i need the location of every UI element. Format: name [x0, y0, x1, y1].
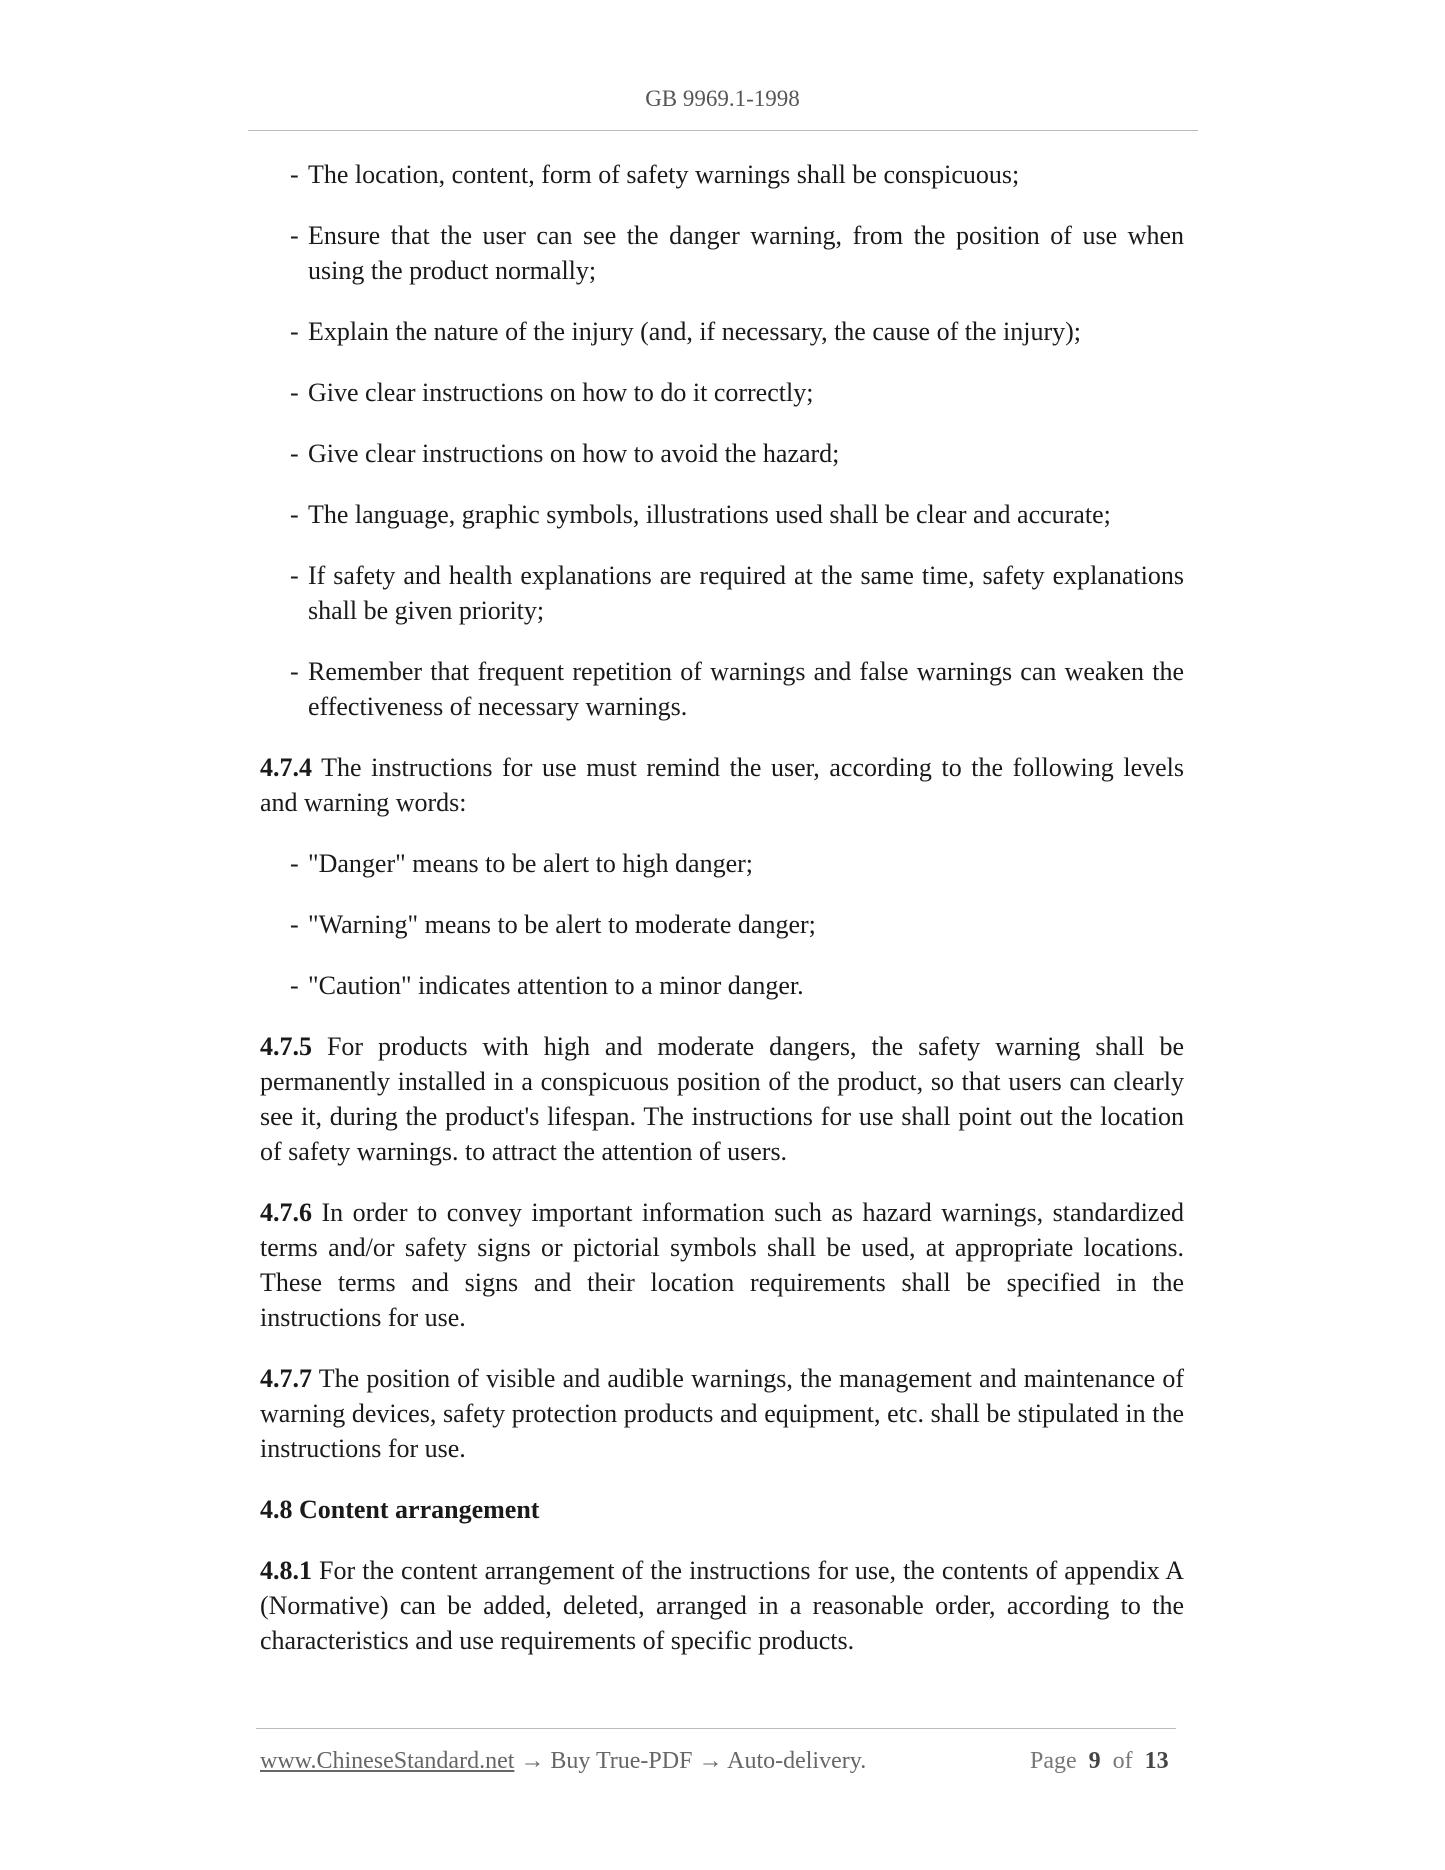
list-item: - Give clear instructions on how to avoid the hazard;: [290, 439, 840, 468]
list-item-text: Ensure that the user can see the danger warning, from the position of use when using the product normally;: [308, 221, 1184, 285]
footer-divider: [256, 1728, 1176, 1729]
footer-tagline: → Buy True-PDF → Auto-delivery.: [514, 1748, 867, 1774]
list-item: - The language, graphic symbols, illustrations used shall be clear and accurate;: [290, 500, 1111, 529]
list-item: - "Danger" means to be alert to high danger;: [290, 849, 754, 878]
section-text: The position of visible and audible warnings, the management and maintenance of warning devices, safety protection products and equipment, etc. shall be stipulated in the instructions for use.: [260, 1364, 1184, 1463]
section-number: 4.7.4: [260, 753, 312, 782]
list-item-text: "Danger" means to be alert to high danger;: [308, 849, 754, 878]
section-4-7-6: [260, 1195, 1184, 1335]
section-text: In order to convey important information such as hazard warnings, standardized terms and/or safety signs or pictorial symbols shall be used, at appropriate locations. These terms and signs and their location requirements shall be specified in the instructions for use.: [260, 1198, 1184, 1332]
page-header-title: GB 9969.1-1998: [645, 86, 800, 111]
page-label: Page: [1030, 1748, 1077, 1774]
list-item: - If safety and health explanations are required at the same time, safety explanations shall be given priority;: [290, 561, 1184, 625]
list-item-text: "Caution" indicates attention to a minor danger.: [308, 971, 804, 1000]
list-item-text: If safety and health explanations are required at the same time, safety explanations shall be given priority;: [308, 561, 1184, 625]
list-item: - Remember that frequent repetition of warnings and false warnings can weaken the effectiveness of necessary warnings.: [290, 657, 1184, 721]
list-item: - Explain the nature of the injury (and, if necessary, the cause of the injury);: [290, 317, 1081, 346]
section-4-8-1: [260, 1553, 1184, 1658]
website-link[interactable]: www.ChineseStandard.net: [260, 1748, 515, 1774]
footer-left: [260, 1748, 866, 1775]
section-number: 4.7.7: [260, 1364, 312, 1393]
section-4-7-4: [260, 750, 1184, 820]
list-item-text: Remember that frequent repetition of warnings and false warnings can weaken the effectiveness of necessary warnings.: [308, 657, 1184, 721]
list-item-text: Explain the nature of the injury (and, if necessary, the cause of the injury);: [308, 317, 1081, 346]
list-item-text: The location, content, form of safety warnings shall be conspicuous;: [308, 160, 1020, 189]
list-item: - "Caution" indicates attention to a minor danger.: [290, 971, 804, 1000]
header-divider: [248, 130, 1198, 131]
list-item: - "Warning" means to be alert to moderate danger;: [290, 910, 816, 939]
list-item: - The location, content, form of safety warnings shall be conspicuous;: [290, 160, 1020, 189]
page-total: 13: [1144, 1748, 1169, 1774]
list-item-text: The language, graphic symbols, illustrations used shall be clear and accurate;: [308, 500, 1111, 529]
list-item: - Give clear instructions on how to do it correctly;: [290, 378, 814, 407]
section-number: 4.8.1: [260, 1556, 312, 1585]
page-number: 9: [1088, 1748, 1101, 1774]
section-number: 4.7.6: [260, 1198, 312, 1227]
list-item-text: Give clear instructions on how to do it correctly;: [308, 378, 814, 407]
section-text: The instructions for use must remind the user, according to the following levels and warning words:: [260, 753, 1184, 817]
section-text: For products with high and moderate dangers, the safety warning shall be permanently installed in a conspicuous position of the product, so that users can clearly see it, during the product's lifespan. The instructions for use shall point out the location of safety warnings. to attract the attention of users.: [260, 1032, 1184, 1166]
list-item-text: Give clear instructions on how to avoid the hazard;: [308, 439, 840, 468]
section-heading-4-8: 4.8 Content arrangement: [260, 1495, 540, 1524]
section-4-7-7: [260, 1361, 1184, 1466]
section-4-7-5: [260, 1029, 1184, 1169]
list-item-text: "Warning" means to be alert to moderate danger;: [308, 910, 816, 939]
section-text: For the content arrangement of the instructions for use, the contents of appendix A (Normative) can be added, deleted, arranged in a reasonable order, according to the characteristics and use requirements of specific products.: [260, 1556, 1184, 1655]
document-body: [260, 157, 1184, 1684]
list-item: - Ensure that the user can see the danger warning, from the position of use when using the product normally;: [290, 221, 1184, 285]
of-label: of: [1112, 1748, 1133, 1774]
page-indicator: [1030, 1748, 1169, 1775]
section-number: 4.7.5: [260, 1032, 312, 1061]
